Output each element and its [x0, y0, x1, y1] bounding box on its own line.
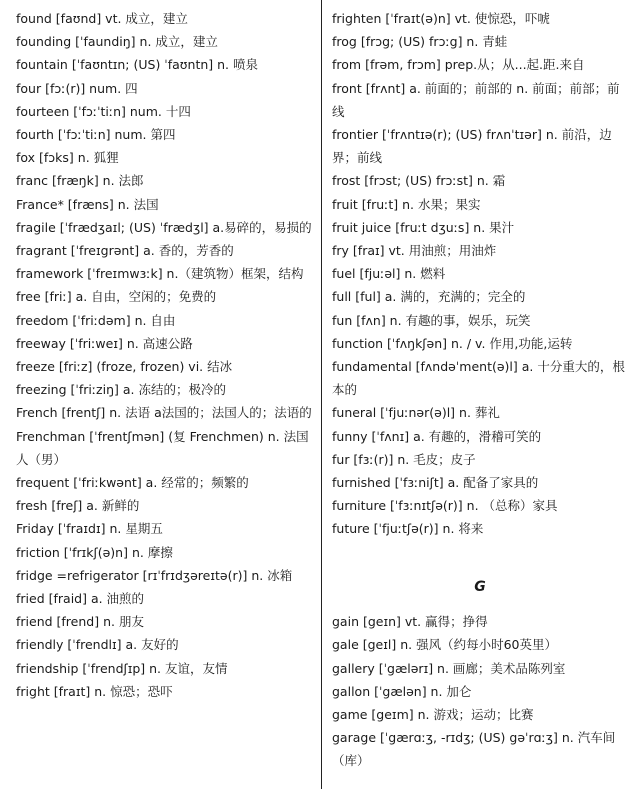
entry-freeze: freeze [friːz] (froze, frozen) vi. 结冰	[16, 359, 233, 375]
entry-front: front [frʌnt] a. 前面的；前部的 n. 前面；前部；前线	[332, 80, 620, 119]
entry-fur: fur [fɜː(r)] n. 毛皮；皮子	[332, 451, 476, 467]
entry-frost: frost [frɔst; (US) frɔːst] n. 霜	[332, 173, 506, 189]
entry-free: free [friː] a. 自由，空闲的；免费的	[16, 289, 217, 305]
entry-fright: fright [fraɪt] n. 惊恐；恐吓	[16, 683, 173, 699]
entry-garage: garage [ˈgærɑːʒ, -rɪdʒ; (US) gəˈrɑːʒ] n. 汽车间（库）	[332, 730, 616, 769]
entry-fruit-juice: fruit juice [fruːt dʒuːs] n. 果汁	[332, 219, 515, 235]
entry-fragile: fragile [ˈfrædʒaɪl; (US) ˈfrædʒl] a.易碎的，易损的	[16, 219, 312, 235]
entry-four: four [fɔː(r)] num. 四	[16, 80, 138, 96]
entry-frenchman: Frenchman [ˈfrentʃmən] (复 Frenchmen) n. 法国人（男）	[16, 428, 309, 467]
entry-founding: founding [ˈfaundiŋ] n. 成立，建立	[16, 34, 218, 50]
entry-fuel: fuel [fjuːəl] n. 燃料	[332, 266, 446, 282]
entry-furnished: furnished [ˈfɜːniʃt] a. 配备了家具的	[332, 475, 539, 491]
entry-fried: fried [fraid] a. 油煎的	[16, 591, 145, 607]
entry-gain: gain [geɪn] vt. 赢得；挣得	[332, 614, 488, 630]
entry-furniture: furniture [ˈfɜːnɪtʃə(r)] n. （总称）家具	[332, 498, 558, 514]
entry-fridge: fridge =refrigerator [rɪˈfrɪdʒəreɪtə(r)] n. 冰箱	[16, 567, 293, 583]
section-heading-g: G	[474, 578, 486, 595]
entry-freedom: freedom [ˈfriːdəm] n. 自由	[16, 312, 176, 328]
entry-franc: franc [fræŋk] n. 法郎	[16, 173, 144, 189]
left-column	[16, 7, 312, 703]
entry-fun: fun [fʌn] n. 有趣的事，娱乐，玩笑	[332, 312, 531, 328]
entry-france: France* [fræns] n. 法国	[16, 196, 159, 212]
entry-game: game [geɪm] n. 游戏；运动；比赛	[332, 707, 534, 723]
entry-fourteen: fourteen [ˈfɔːˈtiːn] num. 十四	[16, 103, 191, 119]
entry-fourth: fourth [ˈfɔːˈtiːn] num. 第四	[16, 127, 176, 143]
entry-function: function [ˈfʌŋkʃən] n. / v. 作用,功能,运转	[332, 335, 573, 351]
entry-frog: frog [frɔg; (US) frɔːg] n. 青蛙	[332, 34, 508, 50]
entry-found: found [faʊnd] vt. 成立，建立	[16, 11, 188, 26]
column-divider	[321, 0, 322, 789]
entry-freeway: freeway [ˈfriːweɪ] n. 高速公路	[16, 335, 193, 351]
entry-friendly: friendly [ˈfrendlɪ] a. 友好的	[16, 637, 179, 653]
entry-gallon: gallon [ˈgælən] n. 加仑	[332, 683, 472, 699]
entry-friday: Friday [ˈfraɪdɪ] n. 星期五	[16, 521, 163, 537]
entry-gale: gale [geɪl] n. 强风（约每小时60英里）	[332, 637, 557, 653]
entry-frontier: frontier [ˈfrʌntɪə(r); (US) frʌnˈtɪər] n. 前沿，边界；前线	[332, 127, 612, 166]
entry-fragrant: fragrant [ˈfreɪgrənt] a. 香的，芳香的	[16, 243, 234, 259]
entry-freezing: freezing [ˈfriːziŋ] a. 冻结的；极冷的	[16, 382, 226, 398]
entry-framework: framework [ˈfreɪmwɜːk] n.（建筑物）框架，结构	[16, 266, 304, 282]
entry-fox: fox [fɔks] n. 狐狸	[16, 150, 119, 166]
entry-full: full [ful] a. 满的，充满的；完全的	[332, 289, 526, 305]
entry-friend: friend [frend] n. 朋友	[16, 614, 144, 630]
right-column	[332, 7, 628, 773]
entry-gallery: gallery [ˈgælərɪ] n. 画廊；美术品陈列室	[332, 660, 566, 676]
entry-from: from [frəm, frɔm] prep.从；从...起.距.来自	[332, 57, 585, 73]
entry-fry: fry [fraɪ] vt. 用油煎；用油炸	[332, 243, 497, 259]
entry-frequent: frequent [ˈfriːkwənt] a. 经常的；频繁的	[16, 475, 249, 491]
entry-fundamental: fundamental [fʌndəˈment(ə)l] a. 十分重大的，根本的	[332, 359, 625, 398]
entry-friendship: friendship [ˈfrendʃɪp] n. 友谊，友情	[16, 660, 228, 676]
entry-frighten: frighten [ˈfraɪt(ə)n] vt. 使惊恐，吓唬	[332, 11, 550, 26]
section-spacer	[332, 541, 628, 564]
entry-funny: funny [ˈfʌnɪ] a. 有趣的，滑稽可笑的	[332, 428, 542, 444]
entry-fountain: fountain [ˈfaʊntɪn; (US) ˈfaʊntn] n. 喷泉	[16, 57, 258, 73]
entry-fresh: fresh [freʃ] a. 新鲜的	[16, 498, 140, 514]
entry-fruit: fruit [fruːt] n. 水果；果实	[332, 196, 481, 212]
entry-future: future [ˈfjuːtʃə(r)] n. 将来	[332, 521, 484, 537]
entry-funeral: funeral [ˈfjuːnər(ə)l] n. 葬礼	[332, 405, 500, 421]
entry-french: French [frentʃ] n. 法语 a法国的；法国人的；法语的	[16, 405, 312, 421]
entry-friction: friction [ˈfrɪkʃ(ə)n] n. 摩擦	[16, 544, 173, 560]
